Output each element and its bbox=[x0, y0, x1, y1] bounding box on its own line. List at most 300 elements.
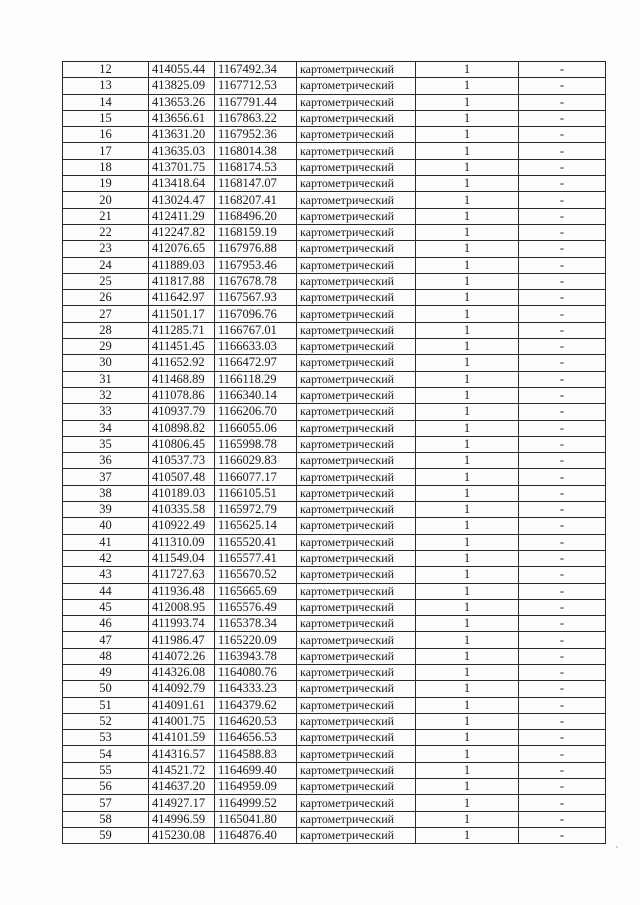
x-coordinate-cell: 414326.08 bbox=[149, 664, 215, 680]
point-number-cell: 43 bbox=[63, 567, 149, 583]
x-coordinate-cell: 414637.20 bbox=[149, 779, 215, 795]
accuracy-cell: 1 bbox=[416, 176, 519, 192]
y-coordinate-cell: 1166118.29 bbox=[215, 371, 297, 387]
accuracy-cell: 1 bbox=[416, 94, 519, 110]
method-cell: картометрический bbox=[297, 664, 416, 680]
method-cell: картометрический bbox=[297, 371, 416, 387]
table-row bbox=[63, 371, 606, 387]
x-coordinate-cell: 411549.04 bbox=[149, 550, 215, 566]
table-row bbox=[63, 159, 606, 175]
accuracy-cell: 1 bbox=[416, 534, 519, 550]
y-coordinate-cell: 1168174.53 bbox=[215, 159, 297, 175]
description-cell: - bbox=[519, 62, 606, 78]
accuracy-cell: 1 bbox=[416, 485, 519, 501]
x-coordinate-cell: 413656.61 bbox=[149, 110, 215, 126]
x-coordinate-cell: 412008.95 bbox=[149, 599, 215, 615]
point-number-cell: 30 bbox=[63, 355, 149, 371]
table-row bbox=[63, 648, 606, 664]
table-row bbox=[63, 795, 606, 811]
accuracy-cell: 1 bbox=[416, 469, 519, 485]
accuracy-cell: 1 bbox=[416, 143, 519, 159]
y-coordinate-cell: 1167791.44 bbox=[215, 94, 297, 110]
point-number-cell: 23 bbox=[63, 241, 149, 257]
accuracy-cell: 1 bbox=[416, 664, 519, 680]
x-coordinate-cell: 413653.26 bbox=[149, 94, 215, 110]
x-coordinate-cell: 411727.63 bbox=[149, 567, 215, 583]
y-coordinate-cell: 1165378.34 bbox=[215, 616, 297, 632]
method-cell: картометрический bbox=[297, 648, 416, 664]
y-coordinate-cell: 1165625.14 bbox=[215, 518, 297, 534]
method-cell: картометрический bbox=[297, 632, 416, 648]
point-number-cell: 29 bbox=[63, 339, 149, 355]
description-cell: - bbox=[519, 224, 606, 240]
x-coordinate-cell: 414092.79 bbox=[149, 681, 215, 697]
table-row bbox=[63, 583, 606, 599]
point-number-cell: 53 bbox=[63, 730, 149, 746]
description-cell: - bbox=[519, 241, 606, 257]
method-cell: картометрический bbox=[297, 355, 416, 371]
table-row bbox=[63, 616, 606, 632]
point-number-cell: 15 bbox=[63, 110, 149, 126]
point-number-cell: 42 bbox=[63, 550, 149, 566]
description-cell: - bbox=[519, 616, 606, 632]
y-coordinate-cell: 1163943.78 bbox=[215, 648, 297, 664]
description-cell: - bbox=[519, 273, 606, 289]
point-number-cell: 13 bbox=[63, 78, 149, 94]
y-coordinate-cell: 1165665.69 bbox=[215, 583, 297, 599]
y-coordinate-cell: 1167567.93 bbox=[215, 290, 297, 306]
point-number-cell: 41 bbox=[63, 534, 149, 550]
x-coordinate-cell: 411078.86 bbox=[149, 387, 215, 403]
y-coordinate-cell: 1164620.53 bbox=[215, 713, 297, 729]
table-row bbox=[63, 469, 606, 485]
table-row bbox=[63, 436, 606, 452]
y-coordinate-cell: 1165576.49 bbox=[215, 599, 297, 615]
description-cell: - bbox=[519, 713, 606, 729]
x-coordinate-cell: 411889.03 bbox=[149, 257, 215, 273]
coordinates-table bbox=[62, 61, 606, 844]
y-coordinate-cell: 1165998.78 bbox=[215, 436, 297, 452]
table-row bbox=[63, 143, 606, 159]
description-cell: - bbox=[519, 322, 606, 338]
point-number-cell: 49 bbox=[63, 664, 149, 680]
method-cell: картометрический bbox=[297, 567, 416, 583]
point-number-cell: 58 bbox=[63, 811, 149, 827]
accuracy-cell: 1 bbox=[416, 306, 519, 322]
point-number-cell: 51 bbox=[63, 697, 149, 713]
y-coordinate-cell: 1165220.09 bbox=[215, 632, 297, 648]
table-row bbox=[63, 485, 606, 501]
accuracy-cell: 1 bbox=[416, 290, 519, 306]
description-cell: - bbox=[519, 387, 606, 403]
table-row bbox=[63, 697, 606, 713]
description-cell: - bbox=[519, 811, 606, 827]
accuracy-cell: 1 bbox=[416, 648, 519, 664]
point-number-cell: 40 bbox=[63, 518, 149, 534]
method-cell: картометрический bbox=[297, 453, 416, 469]
description-cell: - bbox=[519, 371, 606, 387]
accuracy-cell: 1 bbox=[416, 713, 519, 729]
y-coordinate-cell: 1167096.76 bbox=[215, 306, 297, 322]
method-cell: картометрический bbox=[297, 534, 416, 550]
x-coordinate-cell: 411310.09 bbox=[149, 534, 215, 550]
x-coordinate-cell: 411652.92 bbox=[149, 355, 215, 371]
x-coordinate-cell: 413701.75 bbox=[149, 159, 215, 175]
method-cell: картометрический bbox=[297, 176, 416, 192]
table-row bbox=[63, 322, 606, 338]
method-cell: картометрический bbox=[297, 583, 416, 599]
description-cell: - bbox=[519, 567, 606, 583]
x-coordinate-cell: 410335.58 bbox=[149, 502, 215, 518]
accuracy-cell: 1 bbox=[416, 583, 519, 599]
method-cell: картометрический bbox=[297, 159, 416, 175]
x-coordinate-cell: 412247.82 bbox=[149, 224, 215, 240]
accuracy-cell: 1 bbox=[416, 192, 519, 208]
accuracy-cell: 1 bbox=[416, 224, 519, 240]
x-coordinate-cell: 414072.26 bbox=[149, 648, 215, 664]
y-coordinate-cell: 1167712.53 bbox=[215, 78, 297, 94]
accuracy-cell: 1 bbox=[416, 697, 519, 713]
description-cell: - bbox=[519, 534, 606, 550]
description-cell: - bbox=[519, 127, 606, 143]
point-number-cell: 37 bbox=[63, 469, 149, 485]
description-cell: - bbox=[519, 779, 606, 795]
accuracy-cell: 1 bbox=[416, 811, 519, 827]
description-cell: - bbox=[519, 110, 606, 126]
y-coordinate-cell: 1167952.36 bbox=[215, 127, 297, 143]
accuracy-cell: 1 bbox=[416, 681, 519, 697]
point-number-cell: 25 bbox=[63, 273, 149, 289]
table-row bbox=[63, 127, 606, 143]
x-coordinate-cell: 414001.75 bbox=[149, 713, 215, 729]
method-cell: картометрический bbox=[297, 502, 416, 518]
method-cell: картометрический bbox=[297, 208, 416, 224]
point-number-cell: 59 bbox=[63, 827, 149, 843]
method-cell: картометрический bbox=[297, 616, 416, 632]
accuracy-cell: 1 bbox=[416, 404, 519, 420]
description-cell: - bbox=[519, 795, 606, 811]
y-coordinate-cell: 1164959.09 bbox=[215, 779, 297, 795]
x-coordinate-cell: 411936.48 bbox=[149, 583, 215, 599]
point-number-cell: 28 bbox=[63, 322, 149, 338]
method-cell: картометрический bbox=[297, 404, 416, 420]
x-coordinate-cell: 414927.17 bbox=[149, 795, 215, 811]
description-cell: - bbox=[519, 518, 606, 534]
point-number-cell: 44 bbox=[63, 583, 149, 599]
x-coordinate-cell: 414521.72 bbox=[149, 762, 215, 778]
y-coordinate-cell: 1166340.14 bbox=[215, 387, 297, 403]
point-number-cell: 17 bbox=[63, 143, 149, 159]
x-coordinate-cell: 410937.79 bbox=[149, 404, 215, 420]
table-row bbox=[63, 713, 606, 729]
method-cell: картометрический bbox=[297, 681, 416, 697]
accuracy-cell: 1 bbox=[416, 599, 519, 615]
accuracy-cell: 1 bbox=[416, 762, 519, 778]
table-row bbox=[63, 224, 606, 240]
y-coordinate-cell: 1167678.78 bbox=[215, 273, 297, 289]
method-cell: картометрический bbox=[297, 143, 416, 159]
method-cell: картометрический bbox=[297, 322, 416, 338]
y-coordinate-cell: 1164699.40 bbox=[215, 762, 297, 778]
accuracy-cell: 1 bbox=[416, 78, 519, 94]
x-coordinate-cell: 414055.44 bbox=[149, 62, 215, 78]
point-number-cell: 12 bbox=[63, 62, 149, 78]
table-row bbox=[63, 404, 606, 420]
point-number-cell: 46 bbox=[63, 616, 149, 632]
table-row bbox=[63, 339, 606, 355]
x-coordinate-cell: 411986.47 bbox=[149, 632, 215, 648]
y-coordinate-cell: 1166472.97 bbox=[215, 355, 297, 371]
accuracy-cell: 1 bbox=[416, 779, 519, 795]
method-cell: картометрический bbox=[297, 306, 416, 322]
description-cell: - bbox=[519, 681, 606, 697]
description-cell: - bbox=[519, 469, 606, 485]
x-coordinate-cell: 414091.61 bbox=[149, 697, 215, 713]
accuracy-cell: 1 bbox=[416, 453, 519, 469]
point-number-cell: 18 bbox=[63, 159, 149, 175]
accuracy-cell: 1 bbox=[416, 616, 519, 632]
x-coordinate-cell: 414101.59 bbox=[149, 730, 215, 746]
description-cell: - bbox=[519, 583, 606, 599]
method-cell: картометрический bbox=[297, 127, 416, 143]
method-cell: картометрический bbox=[297, 762, 416, 778]
method-cell: картометрический bbox=[297, 485, 416, 501]
x-coordinate-cell: 413418.64 bbox=[149, 176, 215, 192]
method-cell: картометрический bbox=[297, 62, 416, 78]
description-cell: - bbox=[519, 290, 606, 306]
method-cell: картометрический bbox=[297, 730, 416, 746]
table-row bbox=[63, 502, 606, 518]
x-coordinate-cell: 414996.59 bbox=[149, 811, 215, 827]
description-cell: - bbox=[519, 697, 606, 713]
table-row bbox=[63, 567, 606, 583]
method-cell: картометрический bbox=[297, 110, 416, 126]
accuracy-cell: 1 bbox=[416, 208, 519, 224]
description-cell: - bbox=[519, 208, 606, 224]
description-cell: - bbox=[519, 730, 606, 746]
method-cell: картометрический bbox=[297, 241, 416, 257]
method-cell: картометрический bbox=[297, 697, 416, 713]
table-row bbox=[63, 241, 606, 257]
description-cell: - bbox=[519, 746, 606, 762]
method-cell: картометрический bbox=[297, 518, 416, 534]
point-number-cell: 26 bbox=[63, 290, 149, 306]
table-row bbox=[63, 811, 606, 827]
point-number-cell: 22 bbox=[63, 224, 149, 240]
method-cell: картометрический bbox=[297, 746, 416, 762]
x-coordinate-cell: 411468.89 bbox=[149, 371, 215, 387]
table-row bbox=[63, 208, 606, 224]
y-coordinate-cell: 1168207.41 bbox=[215, 192, 297, 208]
accuracy-cell: 1 bbox=[416, 502, 519, 518]
accuracy-cell: 1 bbox=[416, 355, 519, 371]
method-cell: картометрический bbox=[297, 436, 416, 452]
coordinates-table-body bbox=[63, 62, 606, 844]
table-row bbox=[63, 257, 606, 273]
accuracy-cell: 1 bbox=[416, 62, 519, 78]
accuracy-cell: 1 bbox=[416, 273, 519, 289]
x-coordinate-cell: 410189.03 bbox=[149, 485, 215, 501]
method-cell: картометрический bbox=[297, 469, 416, 485]
point-number-cell: 34 bbox=[63, 420, 149, 436]
accuracy-cell: 1 bbox=[416, 387, 519, 403]
point-number-cell: 48 bbox=[63, 648, 149, 664]
x-coordinate-cell: 411817.88 bbox=[149, 273, 215, 289]
method-cell: картометрический bbox=[297, 599, 416, 615]
x-coordinate-cell: 411285.71 bbox=[149, 322, 215, 338]
table-row bbox=[63, 518, 606, 534]
description-cell: - bbox=[519, 762, 606, 778]
method-cell: картометрический bbox=[297, 420, 416, 436]
point-number-cell: 54 bbox=[63, 746, 149, 762]
point-number-cell: 14 bbox=[63, 94, 149, 110]
method-cell: картометрический bbox=[297, 192, 416, 208]
table-row bbox=[63, 62, 606, 78]
y-coordinate-cell: 1166055.06 bbox=[215, 420, 297, 436]
accuracy-cell: 1 bbox=[416, 127, 519, 143]
table-row bbox=[63, 110, 606, 126]
table-row bbox=[63, 290, 606, 306]
point-number-cell: 56 bbox=[63, 779, 149, 795]
description-cell: - bbox=[519, 306, 606, 322]
description-cell: - bbox=[519, 143, 606, 159]
point-number-cell: 32 bbox=[63, 387, 149, 403]
table-row bbox=[63, 534, 606, 550]
y-coordinate-cell: 1168159.19 bbox=[215, 224, 297, 240]
method-cell: картометрический bbox=[297, 78, 416, 94]
y-coordinate-cell: 1166105.51 bbox=[215, 485, 297, 501]
accuracy-cell: 1 bbox=[416, 420, 519, 436]
method-cell: картометрический bbox=[297, 94, 416, 110]
accuracy-cell: 1 bbox=[416, 518, 519, 534]
method-cell: картометрический bbox=[297, 339, 416, 355]
y-coordinate-cell: 1165670.52 bbox=[215, 567, 297, 583]
table-row bbox=[63, 78, 606, 94]
y-coordinate-cell: 1167863.22 bbox=[215, 110, 297, 126]
x-coordinate-cell: 410898.82 bbox=[149, 420, 215, 436]
x-coordinate-cell: 411642.97 bbox=[149, 290, 215, 306]
x-coordinate-cell: 410537.73 bbox=[149, 453, 215, 469]
table-row bbox=[63, 273, 606, 289]
table-row bbox=[63, 827, 606, 843]
table-row bbox=[63, 420, 606, 436]
table-row bbox=[63, 176, 606, 192]
point-number-cell: 33 bbox=[63, 404, 149, 420]
point-number-cell: 20 bbox=[63, 192, 149, 208]
description-cell: - bbox=[519, 159, 606, 175]
point-number-cell: 50 bbox=[63, 681, 149, 697]
method-cell: картометрический bbox=[297, 779, 416, 795]
y-coordinate-cell: 1165577.41 bbox=[215, 550, 297, 566]
y-coordinate-cell: 1166029.83 bbox=[215, 453, 297, 469]
accuracy-cell: 1 bbox=[416, 339, 519, 355]
table-row bbox=[63, 387, 606, 403]
accuracy-cell: 1 bbox=[416, 550, 519, 566]
accuracy-cell: 1 bbox=[416, 746, 519, 762]
y-coordinate-cell: 1164379.62 bbox=[215, 697, 297, 713]
description-cell: - bbox=[519, 78, 606, 94]
point-number-cell: 57 bbox=[63, 795, 149, 811]
description-cell: - bbox=[519, 648, 606, 664]
table-row bbox=[63, 730, 606, 746]
method-cell: картометрический bbox=[297, 550, 416, 566]
point-number-cell: 39 bbox=[63, 502, 149, 518]
description-cell: - bbox=[519, 176, 606, 192]
point-number-cell: 36 bbox=[63, 453, 149, 469]
point-number-cell: 35 bbox=[63, 436, 149, 452]
table-row bbox=[63, 94, 606, 110]
point-number-cell: 16 bbox=[63, 127, 149, 143]
accuracy-cell: 1 bbox=[416, 257, 519, 273]
point-number-cell: 31 bbox=[63, 371, 149, 387]
description-cell: - bbox=[519, 192, 606, 208]
method-cell: картометрический bbox=[297, 224, 416, 240]
point-number-cell: 45 bbox=[63, 599, 149, 615]
description-cell: - bbox=[519, 502, 606, 518]
description-cell: - bbox=[519, 485, 606, 501]
method-cell: картометрический bbox=[297, 827, 416, 843]
y-coordinate-cell: 1168014.38 bbox=[215, 143, 297, 159]
method-cell: картометрический bbox=[297, 713, 416, 729]
description-cell: - bbox=[519, 339, 606, 355]
method-cell: картометрический bbox=[297, 795, 416, 811]
accuracy-cell: 1 bbox=[416, 436, 519, 452]
point-number-cell: 38 bbox=[63, 485, 149, 501]
accuracy-cell: 1 bbox=[416, 110, 519, 126]
y-coordinate-cell: 1164876.40 bbox=[215, 827, 297, 843]
description-cell: - bbox=[519, 550, 606, 566]
description-cell: - bbox=[519, 436, 606, 452]
table-row bbox=[63, 550, 606, 566]
method-cell: картометрический bbox=[297, 257, 416, 273]
y-coordinate-cell: 1167953.46 bbox=[215, 257, 297, 273]
y-coordinate-cell: 1164080.76 bbox=[215, 664, 297, 680]
description-cell: - bbox=[519, 664, 606, 680]
x-coordinate-cell: 413825.09 bbox=[149, 78, 215, 94]
scan-speck bbox=[616, 846, 618, 848]
y-coordinate-cell: 1164333.23 bbox=[215, 681, 297, 697]
x-coordinate-cell: 413635.03 bbox=[149, 143, 215, 159]
point-number-cell: 27 bbox=[63, 306, 149, 322]
x-coordinate-cell: 413631.20 bbox=[149, 127, 215, 143]
table-row bbox=[63, 681, 606, 697]
y-coordinate-cell: 1168496.20 bbox=[215, 208, 297, 224]
y-coordinate-cell: 1164588.83 bbox=[215, 746, 297, 762]
point-number-cell: 24 bbox=[63, 257, 149, 273]
table-row bbox=[63, 632, 606, 648]
accuracy-cell: 1 bbox=[416, 371, 519, 387]
y-coordinate-cell: 1166206.70 bbox=[215, 404, 297, 420]
x-coordinate-cell: 411451.45 bbox=[149, 339, 215, 355]
accuracy-cell: 1 bbox=[416, 632, 519, 648]
y-coordinate-cell: 1165972.79 bbox=[215, 502, 297, 518]
point-number-cell: 21 bbox=[63, 208, 149, 224]
method-cell: картометрический bbox=[297, 387, 416, 403]
method-cell: картометрический bbox=[297, 811, 416, 827]
x-coordinate-cell: 415230.08 bbox=[149, 827, 215, 843]
x-coordinate-cell: 412076.65 bbox=[149, 241, 215, 257]
y-coordinate-cell: 1164999.52 bbox=[215, 795, 297, 811]
x-coordinate-cell: 414316.57 bbox=[149, 746, 215, 762]
x-coordinate-cell: 412411.29 bbox=[149, 208, 215, 224]
y-coordinate-cell: 1165520.41 bbox=[215, 534, 297, 550]
table-row bbox=[63, 746, 606, 762]
description-cell: - bbox=[519, 404, 606, 420]
x-coordinate-cell: 411993.74 bbox=[149, 616, 215, 632]
accuracy-cell: 1 bbox=[416, 322, 519, 338]
table-row bbox=[63, 355, 606, 371]
accuracy-cell: 1 bbox=[416, 730, 519, 746]
